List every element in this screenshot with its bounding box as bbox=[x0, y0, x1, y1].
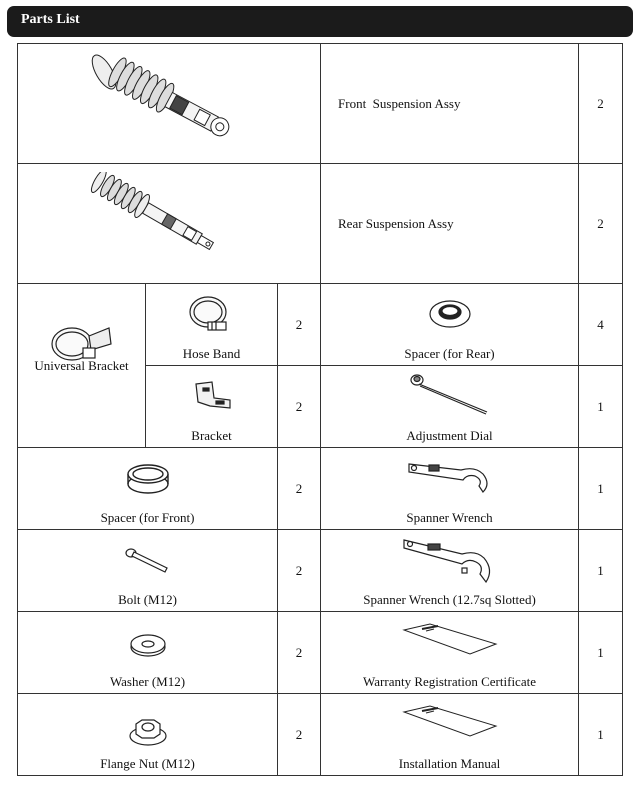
spacer-front-cell bbox=[18, 448, 278, 530]
washer-illustration bbox=[126, 630, 170, 660]
spacer-front-illustration bbox=[124, 462, 172, 496]
table-row bbox=[18, 694, 623, 776]
spanner-wrench-slotted-illustration bbox=[400, 534, 500, 586]
universal-bracket-cell bbox=[18, 284, 146, 448]
flange-nut-label: Flange Nut (M12) bbox=[100, 756, 195, 771]
installation-manual-cell bbox=[321, 694, 579, 776]
spanner-wrench-illustration bbox=[405, 456, 495, 498]
header-bar bbox=[7, 6, 633, 37]
spanner-wrench-slotted-qty: 1 bbox=[579, 530, 623, 612]
rear-suspension-qty: 2 bbox=[579, 164, 623, 284]
universal-bracket-label: Universal Bracket bbox=[34, 357, 129, 373]
spanner-wrench-slotted-label: Spanner Wrench (12.7sq Slotted) bbox=[363, 592, 536, 607]
hose-band-illustration bbox=[184, 292, 240, 334]
spacer-rear-qty: 4 bbox=[579, 284, 623, 366]
flange-nut-cell bbox=[18, 694, 278, 776]
warranty-card-illustration bbox=[400, 622, 500, 666]
bolt-qty: 2 bbox=[278, 530, 321, 612]
spacer-rear-label: Spacer (for Rear) bbox=[404, 346, 495, 361]
bracket-qty: 2 bbox=[278, 366, 321, 448]
spacer-front-label: Spacer (for Front) bbox=[100, 510, 195, 525]
bolt-label: Bolt (M12) bbox=[118, 592, 177, 607]
front-suspension-name-cell bbox=[321, 44, 579, 164]
bracket-cell bbox=[146, 366, 278, 448]
rear-suspension-name-cell bbox=[321, 164, 579, 284]
rear-suspension-label: Rear Suspension Assy bbox=[338, 215, 454, 231]
spanner-wrench-qty: 1 bbox=[579, 448, 623, 530]
front-suspension-illustration bbox=[84, 48, 254, 160]
table-row bbox=[18, 530, 623, 612]
table-row bbox=[18, 448, 623, 530]
washer-qty: 2 bbox=[278, 612, 321, 694]
installation-manual-illustration bbox=[400, 704, 500, 748]
rear-suspension-illustration bbox=[84, 172, 254, 276]
adjustment-dial-illustration bbox=[405, 370, 495, 416]
hose-band-qty: 2 bbox=[278, 284, 321, 366]
front-suspension-label: Front Suspension Assy bbox=[338, 95, 461, 111]
warranty-card-qty: 1 bbox=[579, 612, 623, 694]
rear-suspension-image-cell bbox=[18, 164, 321, 284]
front-suspension-qty: 2 bbox=[579, 44, 623, 164]
spanner-wrench-slotted-cell bbox=[321, 530, 579, 612]
hose-band-label: Hose Band bbox=[182, 346, 241, 361]
bolt-cell bbox=[18, 530, 278, 612]
adjustment-dial-cell bbox=[321, 366, 579, 448]
parts-table bbox=[17, 43, 623, 776]
bracket-illustration bbox=[190, 380, 234, 410]
washer-label: Washer (M12) bbox=[109, 674, 186, 689]
hose-band-cell bbox=[146, 284, 278, 366]
spanner-wrench-cell bbox=[321, 448, 579, 530]
front-suspension-image-cell bbox=[18, 44, 321, 164]
table-row bbox=[18, 284, 623, 366]
table-row bbox=[18, 164, 623, 284]
warranty-card-cell bbox=[321, 612, 579, 694]
warranty-card-label: Warranty Registration Certificate bbox=[363, 674, 536, 689]
adjustment-dial-qty: 1 bbox=[579, 366, 623, 448]
spanner-wrench-label: Spanner Wrench bbox=[406, 510, 493, 525]
spacer-rear-cell bbox=[321, 284, 579, 366]
flange-nut-illustration bbox=[126, 714, 170, 748]
spacer-rear-illustration bbox=[424, 294, 476, 334]
spacer-front-qty: 2 bbox=[278, 448, 321, 530]
adjustment-dial-label: Adjustment Dial bbox=[406, 428, 493, 443]
table-row bbox=[18, 44, 623, 164]
flange-nut-qty: 2 bbox=[278, 694, 321, 776]
bolt-illustration bbox=[123, 546, 173, 576]
page-title: Parts List bbox=[21, 12, 80, 27]
washer-cell bbox=[18, 612, 278, 694]
installation-manual-qty: 1 bbox=[579, 694, 623, 776]
table-row bbox=[18, 612, 623, 694]
installation-manual-label: Installation Manual bbox=[398, 756, 501, 771]
bracket-label: Bracket bbox=[191, 428, 232, 443]
